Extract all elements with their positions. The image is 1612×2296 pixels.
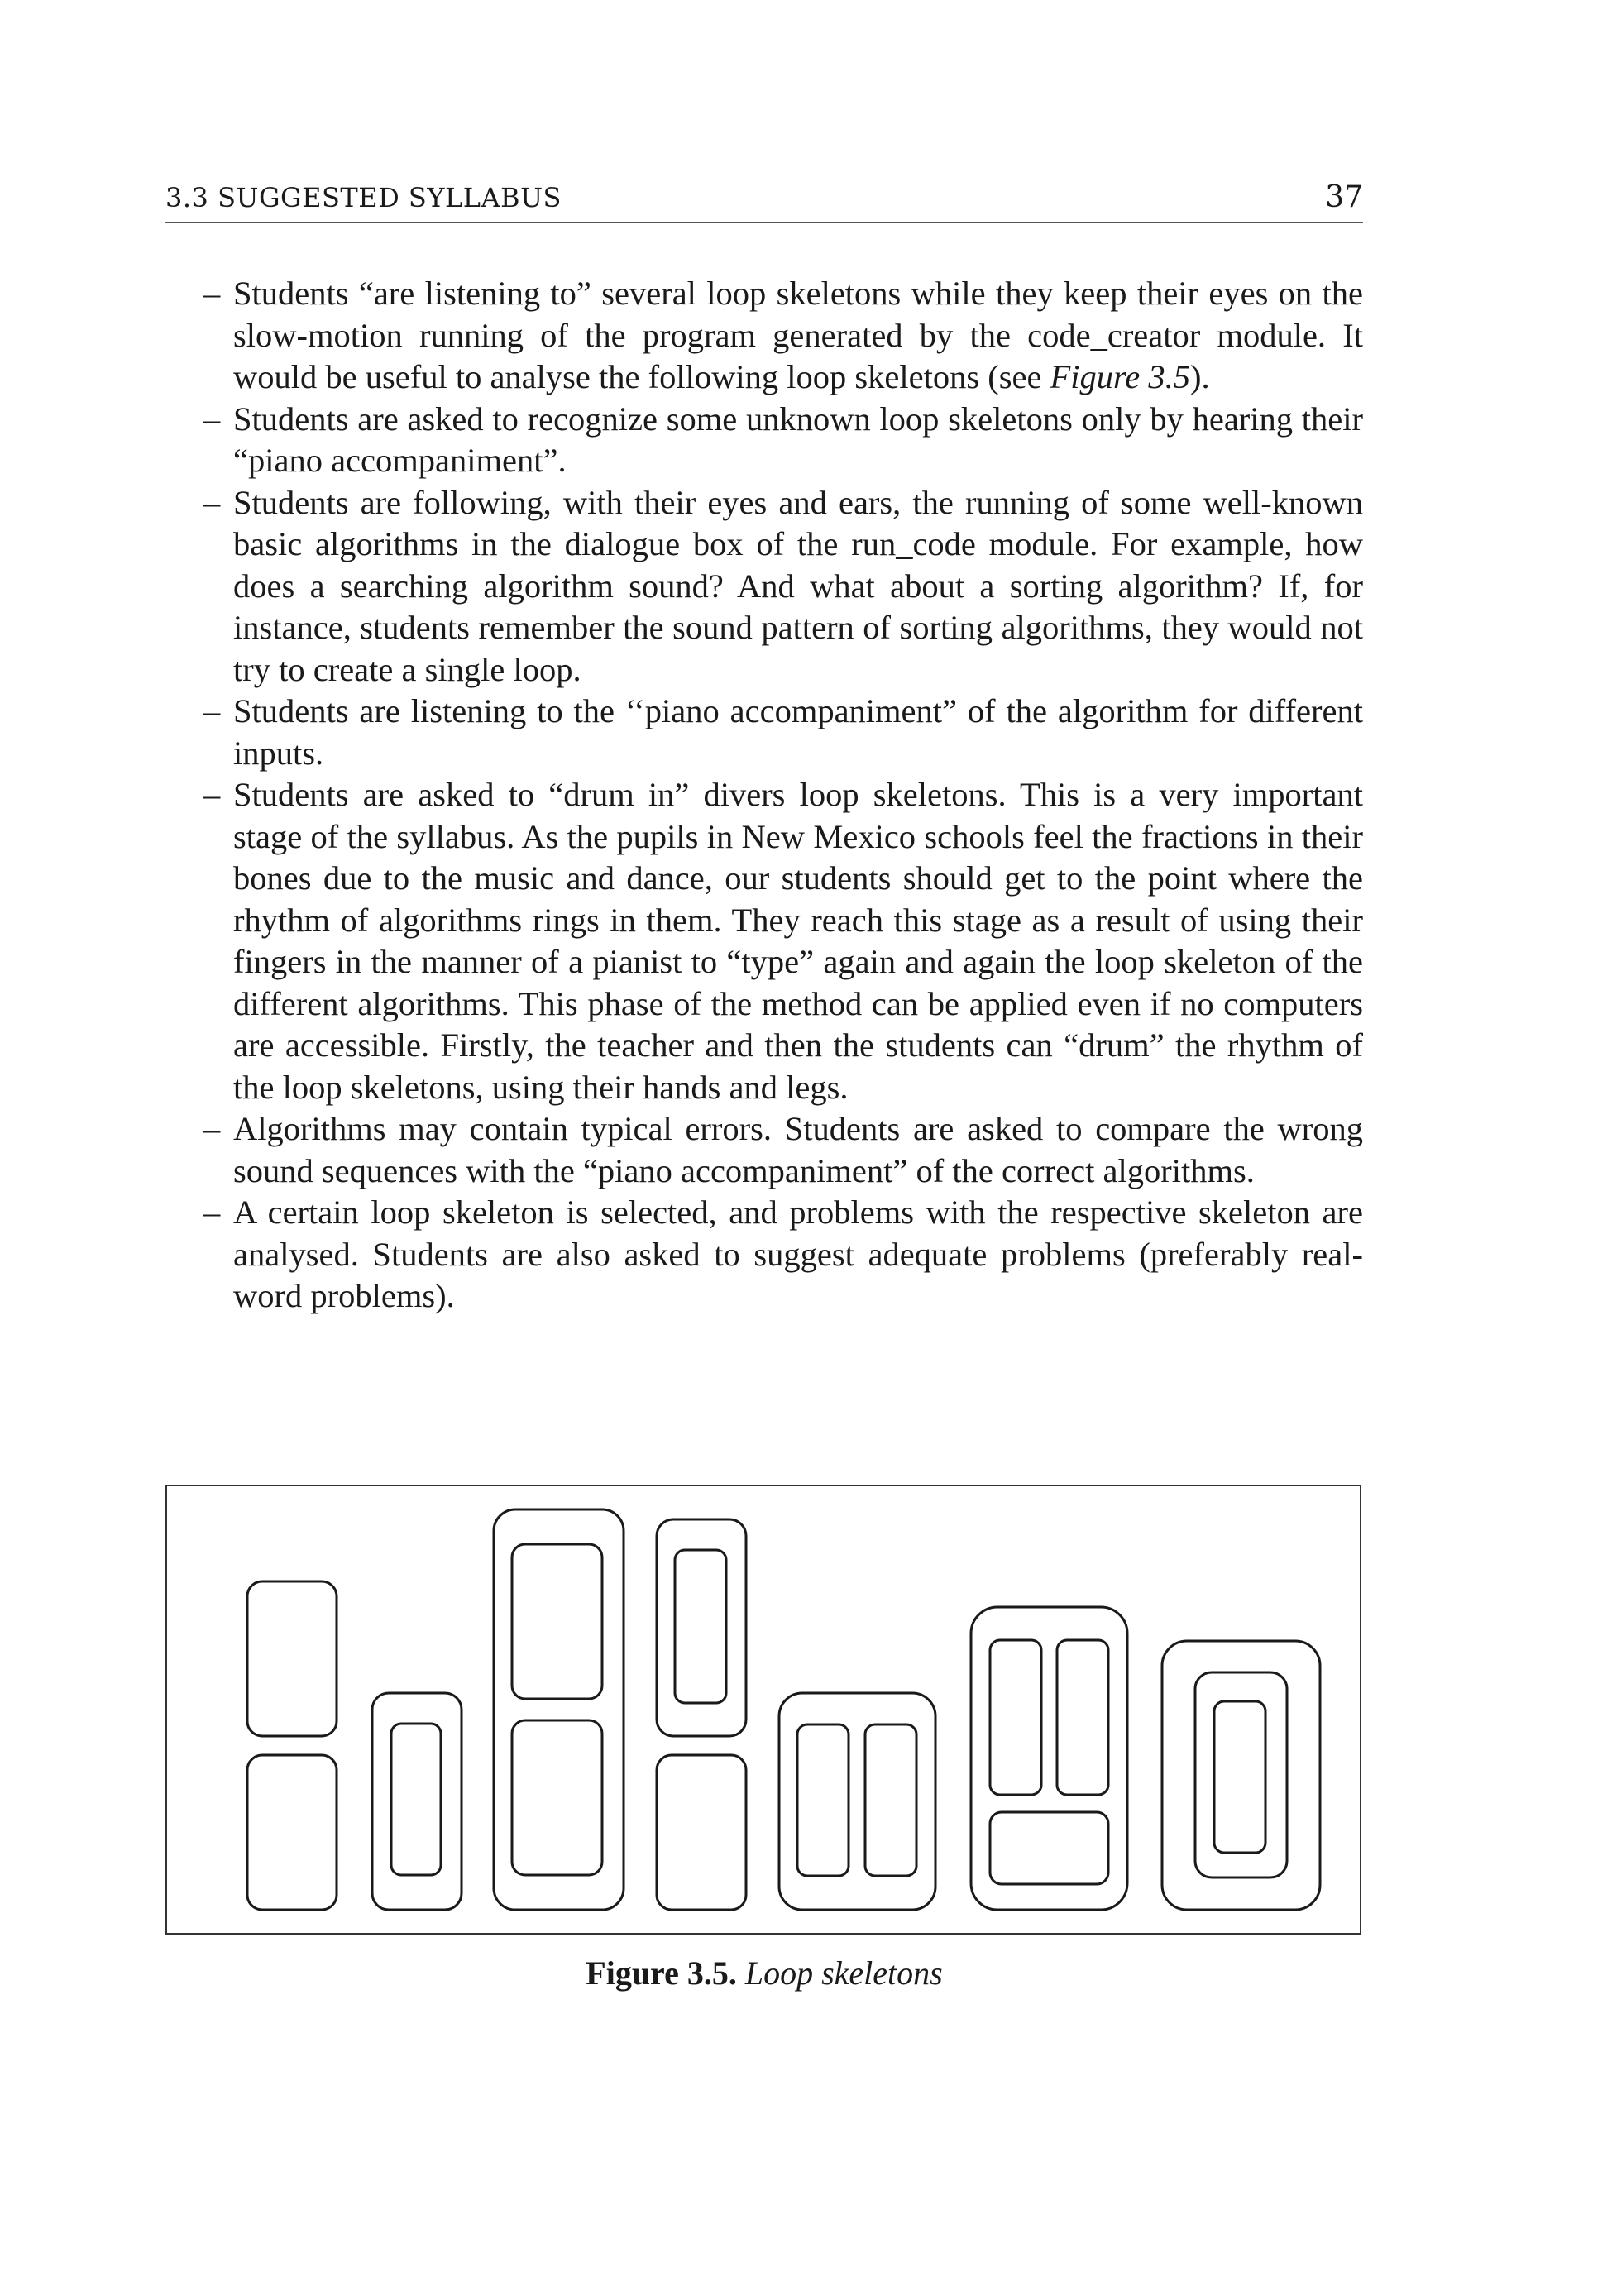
list-item-text: Algorithms may contain typical errors. Students are asked to compare the wrong sound sequences with the “piano accompaniment” of the correct algorithms. <box>233 1110 1363 1189</box>
nested-loop-box <box>512 1720 602 1875</box>
figure-reference: Figure 3.5 <box>1050 358 1191 395</box>
loop-box <box>372 1693 462 1910</box>
figure-caption-label: Figure 3.5. <box>586 1954 737 1992</box>
list-item-text: Students are following, with their eyes and ears, the running of some well-known basic algorithms in the dialogue box of the run_code module. For example, how does a searching algorithm sound? And what about a sorting algorithm? If, for instance, students remember the sound pattern of sorting algorithms, they would not try to create a single loop. <box>233 483 1363 688</box>
bullet-dash: – <box>203 1110 221 1147</box>
nested-loop-box <box>675 1550 726 1703</box>
list-item <box>203 1192 1363 1318</box>
list-item-text: A certain loop skeleton is selected, and problems with the respective skeleton are analysed. Students are also asked to suggest adequate problems (preferably real-word problems). <box>233 1193 1363 1314</box>
list-item-text-end: ). <box>1190 358 1210 395</box>
list-item <box>203 482 1363 691</box>
loop-box <box>657 1755 746 1910</box>
bullet-list <box>203 273 1363 1318</box>
skeleton-5 <box>779 1693 935 1910</box>
nested-loop-box <box>512 1544 602 1699</box>
loop-skeletons-diagram <box>167 1486 1363 1936</box>
page-number: 37 <box>1325 180 1363 214</box>
list-item <box>203 691 1363 774</box>
skeleton-1 <box>247 1581 337 1910</box>
list-item-text: Students are asked to recognize some unknown loop skeletons only by hearing their “piano accompaniment”. <box>233 399 1363 479</box>
skeleton-6 <box>971 1607 1127 1910</box>
figure-loop-skeletons <box>165 1485 1361 1935</box>
bullet-dash: – <box>203 692 221 729</box>
loop-box <box>247 1581 337 1736</box>
figure-caption-title: Loop skeletons <box>744 1954 943 1992</box>
list-item <box>203 1108 1363 1192</box>
nested-loop-box <box>797 1724 849 1876</box>
list-item <box>203 399 1363 482</box>
skeleton-7 <box>1162 1641 1320 1910</box>
loop-box <box>971 1607 1127 1910</box>
nested-loop-box <box>1057 1640 1108 1795</box>
nested-loop-box <box>990 1812 1108 1884</box>
bullet-dash: – <box>203 1193 221 1231</box>
figure-caption <box>165 1954 1363 1992</box>
bullet-dash: – <box>203 483 221 521</box>
skeleton-2 <box>372 1693 462 1910</box>
nested-loop-box <box>990 1640 1041 1795</box>
inner-loop-box <box>1214 1701 1265 1853</box>
skeleton-4 <box>657 1519 746 1910</box>
bullet-dash: – <box>203 776 221 813</box>
section-title: 3.3 SUGGESTED SYLLABUS <box>165 182 562 213</box>
loop-box <box>494 1509 624 1910</box>
nested-loop-box <box>865 1724 916 1876</box>
bullet-dash: – <box>203 399 221 438</box>
nested-loop-box <box>1195 1672 1287 1877</box>
loop-box <box>1162 1641 1320 1910</box>
running-head <box>165 175 1363 223</box>
nested-loop-box <box>391 1724 441 1875</box>
list-item-text: Students are listening to the ‘‘piano accompaniment” of the algorithm for different inputs. <box>233 692 1363 772</box>
skeleton-3 <box>494 1509 624 1910</box>
list-item <box>203 273 1363 399</box>
list-item-text: Students are asked to “drum in” divers loop skeletons. This is a very important stage of the syllabus. As the pupils in New Mexico schools feel the fractions in their bones due to the music and dance, our students should get to the point where the rhythm of algorithms rings in them. They reach this stage as a result of using their fingers in the manner of a pianist to “type” again and again the loop skeleton of the different algorithms. This phase of the method can be applied even if no computers are accessible. Firstly, the teacher and then the students can “drum” the rhythm of the loop skeletons, using their hands and legs. <box>233 776 1363 1106</box>
list-item <box>203 774 1363 1108</box>
bullet-dash: – <box>203 275 221 312</box>
loop-box <box>247 1755 337 1910</box>
list-item-text: Students “are listening to” several loop skeletons while they keep their eyes on the slow-motion running of the program generated by the code_creator module. It would be useful to analyse the following loop skeletons (see <box>233 275 1363 395</box>
